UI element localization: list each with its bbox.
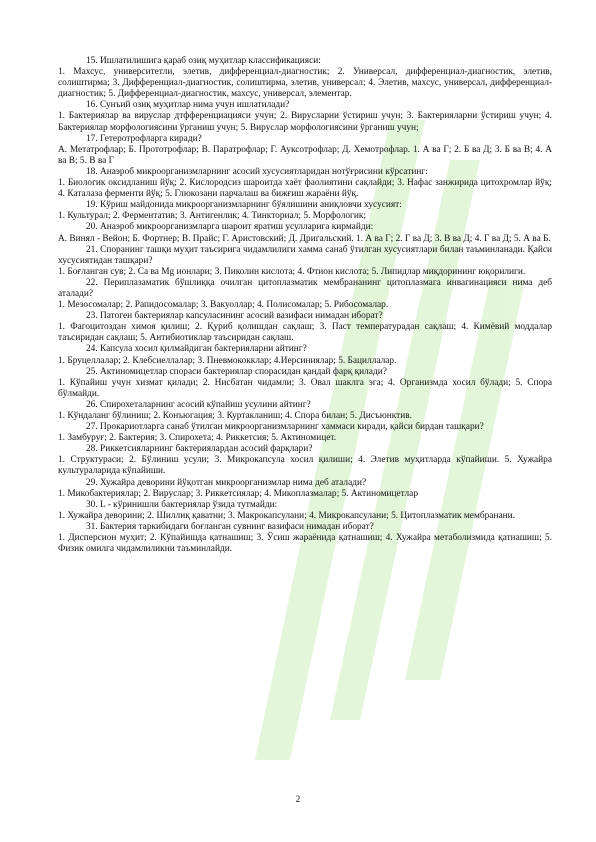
answer-options: 1. Бруцеллалар; 2. Клебсиеллалар; 3. Пневмококклар; 4.Иерсиниялар; 5. Бациллалар. <box>58 355 397 366</box>
question-text: 31. Бактерия таркибидаги боғланган сувнинг вазифаси нимадан иборат? <box>86 521 374 532</box>
question-text: 17. Гетеротрофларга киради? <box>86 133 202 144</box>
answer-options: 1. Структураси; 2. Бўлиниш усули; 3. Микрокапсула хосил қилиши; 4. Элетив муҳитларда кўпайиши. 5. Хужайра культураларида кўпайиши. <box>58 455 552 477</box>
answer-options: 1. Кўпайиш учун хизмат қилади; 2. Нисбатан чидамли; 3. Овал шаклга эга; 4. Организмда хосил бўлади; 5. Спора бўлмайди. <box>58 377 552 399</box>
question-text: 27. Прокариотларга санаб ўтилган микроорганизмларнинг хаммаси киради, қайси бирдан ташқари? <box>86 422 484 433</box>
question-text: 22. Периплазаматик бўшлиққа очилган цитоплазматик мембрананинг цитоплазмага инвагинацияси нима деб аталади? <box>58 277 552 299</box>
question-text: 25. Актиномицетлар спораси бактериялар спорасидан қандай фарқ қилади? <box>86 366 387 377</box>
question-list <box>58 56 552 555</box>
question-text: 21. Споранинг ташқи муҳит таъсирига чидамлилиги хамма санаб ўтилган хусусиятлари билан таъминланади. Қайси хусусиятидан ташқари? <box>58 244 552 266</box>
question-text: 15. Ишлатилишига қараб озиқ муҳитлар классификацияси: <box>86 56 321 66</box>
question-text: 29. Хужайра деворини йўқотган микроорганизмлар нима деб аталади? <box>86 477 367 488</box>
answer-options: 1. Кўндаланг бўлиниш; 2. Конъюгация; 3. Куртакланиш; 4. Спора билан; 5. Дисъюнктив. <box>58 411 412 421</box>
answer-options: 1. Культурал; 2. Ферментатив; 3. Антигенлик; 4. Тинкториал; 5. Морфологик; <box>58 211 367 222</box>
answer-options: А. Метатрофлар; Б. Прототрофлар; В. Паратрофлар; Г. Ауксотрофлар; Д. Хемотрофлар. 1. А ва Г; 2. Б ва Д; 3. Б ва В; 4. А ва В; 5. В ва Г <box>58 144 552 166</box>
answer-options: 1. Дисперсион муҳит; 2. Кўпайишда қатнашиш; 3. Ўсиш жараёнида қатнашиш; 4. Хужайра метаболизмида қатнашиш; 5. Физик омилга чидамлиликни таъминлайди. <box>58 533 552 555</box>
question-text: 20. Анаэроб микроорганизмларга шароит яратиш усулларига кирмайди: <box>86 222 374 233</box>
answer-options: 1. Замбуруғ; 2. Бактерия; 3. Спирохета; 4. Риккетсия; 5. Актиномицет. <box>58 433 337 444</box>
answer-options: А. Винял - Вейон; Б. Фортнер; В. Прайс; Г. Аристовский; Д. Дригальский. 1. А ва Г; 2. Г ва Д; 3. В ва Д; 4. Г ва Д; 5. А ва Б. <box>58 233 551 244</box>
question-text: 26. Спирохеталарнинг асосий кўпайиш усулини айтинг? <box>86 399 311 410</box>
answer-options: 1. Биологик оксидланиш йўқ; 2. Кислородсиз шароитда хаёт фаолиятини сақлайди; 3. Нафас занжирида цитохромлар йўқ; 4. Каталаза ферменти йўқ; 5. Глюкозани парчалаш ва бижғиш жараёни йўқ. <box>58 178 552 200</box>
answer-options: 1. Бактериялар ва вируслар дтфференциацияси учун; 2. Вирусларни ўстириш учун; 3. Бактерияларни ўстириш учун; 4. Бактериялар морфологиясини ўрганиш учун; 5. Вируслар морфологиясини ўрганиш учун; <box>58 111 552 133</box>
answer-options: 1. Мезосомалар; 2. Рапидосомалар; 3. Вакуоллар; 4. Полисомалар; 5. Рибосомалар. <box>58 300 389 311</box>
page-number: 2 <box>295 795 301 805</box>
question-text: 28. Риккетсияларнинг бактериялардан асосий фарқлари? <box>86 444 313 455</box>
answer-options: 1. Хужайра деворини; 2. Шиллиқ қаватни; 3. Макрокапсулани; 4. Микрокапсулани; 5. Цитоплазматик мембранани. <box>58 510 515 521</box>
question-text: 16. Сунъий озиқ муҳитлар нима учун ишлатилади? <box>86 100 290 111</box>
answer-options: 1. Боғланган сув; 2. Са ва Mg ионлари; 3. Пиколин кислота; 4. Фтион кислота; 5. Липидлар миқдорининг юқорилиги. <box>58 266 526 277</box>
question-text: 30. L - кўринишли бактериялар ўзида тутмайди: <box>86 499 278 510</box>
question-text: 24. Капсула хосил қилмайдиган бактерияларни айтинг? <box>86 344 307 355</box>
answer-options: 1. Фагоцитоздан химоя қилиш; 2. Қуриб қолишдан сақлаш; 3. Паст температурадан сақлаш; 4. Кимёвий моддалар таъсиридан сақлаш; 5. Антибиотиклар таъсиридан сақлаш. <box>58 322 552 344</box>
question-text: 18. Анаэроб микроорганизмларнинг асосий хусусиятларидан нотўғрисини кўрсатинг: <box>86 166 428 177</box>
question-text: 19. Кўриш майдонида микроорганизмларнинг бўялишини аниқловчи хусусият: <box>86 200 402 211</box>
question-text: 23. Патоген бактериялар капсуласининг асосий вазифаси нимадан иборат? <box>86 311 383 322</box>
answer-options: 1. Микобактериялар; 2. Вируслар; 3. Риккетсиялар; 4. Микоплазмалар; 5. Актиномицетлар <box>58 488 418 499</box>
answer-options: 1. Махсус, университетли, элетив, дифференциал-диагностик; 2. Универсал, дифференциал-диагностик, элетив, солиштирма; 3. Дифференциал-диагностик, солиштирма, элетив, универсал; 4. Элетив, махсус, универсал, дифференциал-диагностик; 5. Дифференциал-диагностик, махсус, универсал, элементар. <box>58 67 552 100</box>
